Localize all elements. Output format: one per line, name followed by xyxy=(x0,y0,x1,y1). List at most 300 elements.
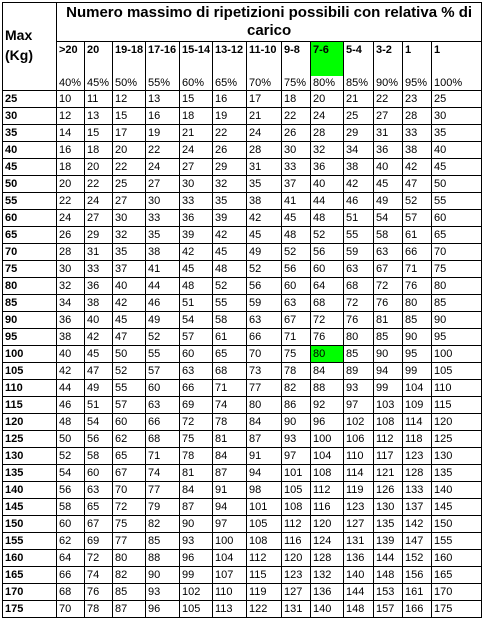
load-value-cell: 90 xyxy=(282,414,311,431)
max-weight-cell: 165 xyxy=(3,567,57,584)
load-value-cell: 81 xyxy=(374,312,403,329)
load-value-cell: 29 xyxy=(213,159,247,176)
load-value-cell: 50 xyxy=(57,431,85,448)
load-value-cell: 131 xyxy=(344,533,374,550)
load-value-cell: 15 xyxy=(180,91,213,108)
load-value-cell: 69 xyxy=(85,533,113,550)
load-value-cell: 21 xyxy=(247,108,282,125)
load-value-cell: 33 xyxy=(403,125,432,142)
load-value-cell: 80 xyxy=(344,329,374,346)
load-value-cell: 65 xyxy=(113,448,146,465)
load-value-cell: 80 xyxy=(432,278,482,295)
percent-header-cell: 50% xyxy=(113,76,146,91)
max-weight-cell: 45 xyxy=(3,159,57,176)
load-value-cell: 45 xyxy=(180,261,213,278)
load-value-cell: 40 xyxy=(57,346,85,363)
load-value-cell: 166 xyxy=(403,601,432,618)
load-value-cell: 59 xyxy=(344,244,374,261)
load-value-cell: 42 xyxy=(403,159,432,176)
load-value-cell: 99 xyxy=(403,363,432,380)
percent-header-cell: 45% xyxy=(85,76,113,91)
load-value-cell: 105 xyxy=(247,516,282,533)
load-value-cell: 32 xyxy=(57,278,85,295)
load-value-cell: 69 xyxy=(180,397,213,414)
load-value-cell: 88 xyxy=(311,380,344,397)
load-value-cell: 85 xyxy=(374,329,403,346)
table-row xyxy=(3,601,482,618)
load-value-cell: 45 xyxy=(432,159,482,176)
max-weight-cell: 50 xyxy=(3,176,57,193)
load-value-cell: 136 xyxy=(311,584,344,601)
load-value-cell: 15 xyxy=(85,125,113,142)
max-weight-cell: 35 xyxy=(3,125,57,142)
load-value-cell: 85 xyxy=(344,346,374,363)
load-value-cell: 40 xyxy=(432,142,482,159)
load-value-cell: 110 xyxy=(213,584,247,601)
load-value-cell: 79 xyxy=(146,499,180,516)
load-value-cell: 101 xyxy=(247,499,282,516)
table-row xyxy=(3,261,482,278)
load-value-cell: 85 xyxy=(146,533,180,550)
max-weight-cell: 140 xyxy=(3,482,57,499)
load-value-cell: 26 xyxy=(213,142,247,159)
load-value-cell: 54 xyxy=(85,414,113,431)
load-value-cell: 62 xyxy=(57,533,85,550)
load-value-cell: 11 xyxy=(85,91,113,108)
load-value-cell: 115 xyxy=(247,567,282,584)
load-value-cell: 17 xyxy=(247,91,282,108)
load-value-cell: 147 xyxy=(403,533,432,550)
load-value-cell: 98 xyxy=(247,482,282,499)
max-weight-cell: 90 xyxy=(3,312,57,329)
load-value-cell: 117 xyxy=(374,448,403,465)
table-row xyxy=(3,227,482,244)
max-weight-cell: 30 xyxy=(3,108,57,125)
load-value-cell: 104 xyxy=(403,380,432,397)
load-value-cell: 80 xyxy=(113,550,146,567)
load-value-cell: 144 xyxy=(344,584,374,601)
load-value-cell: 116 xyxy=(282,533,311,550)
load-value-cell: 120 xyxy=(432,414,482,431)
load-value-cell: 82 xyxy=(146,516,180,533)
load-value-cell: 26 xyxy=(282,125,311,142)
load-value-cell: 108 xyxy=(374,414,403,431)
load-value-cell: 31 xyxy=(247,159,282,176)
load-value-cell: 52 xyxy=(213,278,247,295)
load-value-cell: 81 xyxy=(213,431,247,448)
load-value-cell: 110 xyxy=(432,380,482,397)
load-value-cell: 82 xyxy=(282,380,311,397)
load-value-cell: 61 xyxy=(213,329,247,346)
table-row xyxy=(3,482,482,499)
percent-header-cell: 70% xyxy=(247,76,282,91)
load-value-cell: 115 xyxy=(432,397,482,414)
load-value-cell: 22 xyxy=(57,193,85,210)
load-value-cell: 70 xyxy=(113,482,146,499)
load-value-cell: 107 xyxy=(213,567,247,584)
load-value-cell: 64 xyxy=(57,550,85,567)
load-value-cell: 84 xyxy=(247,414,282,431)
load-value-cell: 32 xyxy=(213,176,247,193)
load-value-cell: 22 xyxy=(282,108,311,125)
load-value-cell: 100 xyxy=(213,533,247,550)
max-weight-cell: 150 xyxy=(3,516,57,533)
load-value-cell: 86 xyxy=(282,397,311,414)
load-value-cell: 131 xyxy=(282,601,311,618)
load-value-cell: 157 xyxy=(374,601,403,618)
load-value-cell: 47 xyxy=(113,329,146,346)
load-value-cell: 100 xyxy=(311,431,344,448)
load-value-cell: 18 xyxy=(180,108,213,125)
load-value-cell: 51 xyxy=(344,210,374,227)
load-value-cell: 99 xyxy=(374,380,403,397)
load-value-cell: 76 xyxy=(85,584,113,601)
load-value-cell: 48 xyxy=(311,210,344,227)
load-value-cell: 38 xyxy=(85,295,113,312)
load-value-cell: 144 xyxy=(374,550,403,567)
load-value-cell: 94 xyxy=(247,465,282,482)
load-value-cell: 56 xyxy=(311,244,344,261)
load-value-cell: 150 xyxy=(432,516,482,533)
load-value-cell: 33 xyxy=(146,210,180,227)
load-value-cell: 24 xyxy=(85,193,113,210)
load-value-cell: 52 xyxy=(113,363,146,380)
load-value-cell: 97 xyxy=(344,397,374,414)
load-value-cell: 30 xyxy=(282,142,311,159)
load-value-cell: 128 xyxy=(403,465,432,482)
load-value-cell: 55 xyxy=(146,346,180,363)
load-value-cell: 34 xyxy=(57,295,85,312)
load-value-cell: 72 xyxy=(180,414,213,431)
load-value-cell: 27 xyxy=(146,176,180,193)
table-title: Numero massimo di ripetizioni possibili con relativa % di carico xyxy=(57,3,482,42)
load-value-cell: 81 xyxy=(180,465,213,482)
load-value-cell: 35 xyxy=(113,244,146,261)
table-row xyxy=(3,142,482,159)
load-value-cell: 56 xyxy=(85,431,113,448)
load-value-cell: 47 xyxy=(403,176,432,193)
load-value-cell: 87 xyxy=(113,601,146,618)
max-weight-cell: 130 xyxy=(3,448,57,465)
load-value-cell: 50 xyxy=(113,346,146,363)
load-value-cell: 27 xyxy=(374,108,403,125)
load-value-cell: 88 xyxy=(146,550,180,567)
table-row xyxy=(3,91,482,108)
load-value-cell: 29 xyxy=(344,125,374,142)
load-value-cell: 49 xyxy=(247,244,282,261)
load-value-cell: 67 xyxy=(374,261,403,278)
load-value-cell: 52 xyxy=(282,244,311,261)
load-value-cell: 30 xyxy=(180,176,213,193)
load-value-cell: 30 xyxy=(146,193,180,210)
load-value-cell: 76 xyxy=(374,295,403,312)
load-value-cell: 46 xyxy=(57,397,85,414)
load-value-cell: 84 xyxy=(311,363,344,380)
load-value-cell: 112 xyxy=(374,431,403,448)
load-value-cell: 48 xyxy=(213,261,247,278)
load-value-cell: 10 xyxy=(57,91,85,108)
load-value-cell: 68 xyxy=(213,363,247,380)
load-value-cell: 48 xyxy=(180,278,213,295)
percent-header-cell: 90% xyxy=(374,76,403,91)
load-value-cell: 94 xyxy=(374,363,403,380)
load-value-cell: 74 xyxy=(146,465,180,482)
load-value-cell: 58 xyxy=(57,499,85,516)
load-value-cell: 63 xyxy=(344,261,374,278)
load-value-cell: 135 xyxy=(432,465,482,482)
load-value-cell: 68 xyxy=(146,431,180,448)
load-value-cell: 20 xyxy=(57,176,85,193)
load-value-cell: 60 xyxy=(146,380,180,397)
max-weight-cell: 70 xyxy=(3,244,57,261)
load-value-cell: 39 xyxy=(180,227,213,244)
load-value-cell: 22 xyxy=(113,159,146,176)
load-value-cell: 63 xyxy=(374,244,403,261)
load-value-cell: 45 xyxy=(374,176,403,193)
load-value-cell: 36 xyxy=(85,278,113,295)
load-value-cell: 71 xyxy=(146,448,180,465)
load-value-cell: 84 xyxy=(180,482,213,499)
load-value-cell: 50 xyxy=(432,176,482,193)
load-value-cell: 52 xyxy=(146,329,180,346)
load-value-cell: 77 xyxy=(247,380,282,397)
load-value-cell: 80 xyxy=(247,397,282,414)
table-row xyxy=(3,193,482,210)
load-value-cell: 60 xyxy=(432,210,482,227)
load-value-cell: 56 xyxy=(247,278,282,295)
load-value-cell: 133 xyxy=(403,482,432,499)
table-row xyxy=(3,584,482,601)
load-value-cell: 25 xyxy=(113,176,146,193)
load-value-cell: 175 xyxy=(432,601,482,618)
percent-header-cell: 60% xyxy=(180,76,213,91)
reps-header-cell: 13-12 xyxy=(213,42,247,77)
load-value-cell: 62 xyxy=(113,431,146,448)
load-value-cell: 128 xyxy=(311,550,344,567)
load-value-cell: 90 xyxy=(146,567,180,584)
load-value-cell: 75 xyxy=(282,346,311,363)
load-value-cell: 16 xyxy=(57,142,85,159)
load-value-cell: 75 xyxy=(180,431,213,448)
load-value-cell: 122 xyxy=(247,601,282,618)
load-value-cell: 123 xyxy=(282,567,311,584)
load-value-cell: 36 xyxy=(180,210,213,227)
load-value-cell: 74 xyxy=(85,567,113,584)
table-row xyxy=(3,346,482,363)
load-value-cell: 87 xyxy=(213,465,247,482)
load-value-cell: 20 xyxy=(85,159,113,176)
max-weight-cell: 160 xyxy=(3,550,57,567)
load-value-cell: 49 xyxy=(374,193,403,210)
load-value-cell: 57 xyxy=(113,397,146,414)
load-value-cell: 26 xyxy=(57,227,85,244)
table-row xyxy=(3,550,482,567)
load-value-cell: 135 xyxy=(374,516,403,533)
load-value-cell: 91 xyxy=(213,482,247,499)
load-value-cell: 75 xyxy=(113,516,146,533)
load-value-cell: 72 xyxy=(113,499,146,516)
load-value-cell: 76 xyxy=(403,278,432,295)
load-value-cell: 90 xyxy=(180,516,213,533)
load-value-cell: 60 xyxy=(311,261,344,278)
table-row xyxy=(3,125,482,142)
reps-header-cell: 19-18 xyxy=(113,42,146,77)
load-value-cell: 55 xyxy=(344,227,374,244)
load-value-cell: 25 xyxy=(432,91,482,108)
table-row xyxy=(3,567,482,584)
load-value-cell: 103 xyxy=(374,397,403,414)
load-value-cell: 127 xyxy=(344,516,374,533)
load-value-cell: 44 xyxy=(311,193,344,210)
load-value-cell: 156 xyxy=(403,567,432,584)
load-value-cell: 95 xyxy=(403,346,432,363)
load-value-cell: 41 xyxy=(282,193,311,210)
load-value-cell: 27 xyxy=(180,159,213,176)
load-value-cell: 56 xyxy=(57,482,85,499)
load-value-cell: 66 xyxy=(180,380,213,397)
load-value-cell: 77 xyxy=(113,533,146,550)
load-value-cell: 58 xyxy=(374,227,403,244)
load-value-cell: 92 xyxy=(311,397,344,414)
load-value-cell: 67 xyxy=(113,465,146,482)
load-value-cell: 49 xyxy=(85,380,113,397)
load-value-cell: 104 xyxy=(311,448,344,465)
load-value-cell: 58 xyxy=(85,448,113,465)
max-weight-cell: 80 xyxy=(3,278,57,295)
load-value-cell: 15 xyxy=(113,108,146,125)
load-value-cell: 16 xyxy=(146,108,180,125)
load-value-cell: 60 xyxy=(180,346,213,363)
load-value-cell: 101 xyxy=(282,465,311,482)
load-value-cell: 93 xyxy=(344,380,374,397)
load-value-cell: 28 xyxy=(57,244,85,261)
load-value-cell: 64 xyxy=(311,278,344,295)
load-value-cell: 40 xyxy=(113,278,146,295)
load-value-cell: 70 xyxy=(57,601,85,618)
load-value-cell: 126 xyxy=(374,482,403,499)
load-value-cell: 30 xyxy=(113,210,146,227)
load-value-cell: 31 xyxy=(374,125,403,142)
reps-header-cell: 1 xyxy=(432,42,482,77)
load-value-cell: 38 xyxy=(247,193,282,210)
load-value-cell: 38 xyxy=(146,244,180,261)
load-value-cell: 29 xyxy=(85,227,113,244)
table-row xyxy=(3,431,482,448)
load-value-cell: 63 xyxy=(146,397,180,414)
load-value-cell: 36 xyxy=(57,312,85,329)
load-value-cell: 71 xyxy=(213,380,247,397)
load-value-cell: 66 xyxy=(57,567,85,584)
load-value-cell: 78 xyxy=(85,601,113,618)
load-value-cell: 34 xyxy=(344,142,374,159)
percent-header-cell: 80% xyxy=(311,76,344,91)
load-value-cell: 14 xyxy=(57,125,85,142)
load-value-cell: 118 xyxy=(403,431,432,448)
load-value-cell: 108 xyxy=(311,465,344,482)
load-value-cell: 140 xyxy=(311,601,344,618)
table-row xyxy=(3,533,482,550)
max-weight-cell: 25 xyxy=(3,91,57,108)
load-value-cell: 21 xyxy=(180,125,213,142)
load-value-cell: 19 xyxy=(146,125,180,142)
load-value-cell: 67 xyxy=(85,516,113,533)
load-value-cell: 54 xyxy=(57,465,85,482)
table-row xyxy=(3,108,482,125)
load-value-cell: 22 xyxy=(213,125,247,142)
max-weight-cell: 95 xyxy=(3,329,57,346)
repetitions-header-row xyxy=(3,42,482,77)
load-value-cell: 27 xyxy=(85,210,113,227)
load-value-cell: 55 xyxy=(113,380,146,397)
load-value-cell: 160 xyxy=(432,550,482,567)
load-value-cell: 113 xyxy=(213,601,247,618)
load-value-cell: 42 xyxy=(57,363,85,380)
reps-header-cell: >20 xyxy=(57,42,85,77)
load-value-cell: 77 xyxy=(146,482,180,499)
max-weight-cell: 135 xyxy=(3,465,57,482)
load-value-cell: 155 xyxy=(432,533,482,550)
load-value-cell: 33 xyxy=(85,261,113,278)
load-value-cell: 21 xyxy=(344,91,374,108)
load-value-cell: 93 xyxy=(180,533,213,550)
max-weight-cell: 155 xyxy=(3,533,57,550)
load-value-cell: 45 xyxy=(113,312,146,329)
load-value-cell: 54 xyxy=(180,312,213,329)
table-row xyxy=(3,448,482,465)
load-value-cell: 139 xyxy=(374,533,403,550)
load-value-cell: 27 xyxy=(113,193,146,210)
title-row xyxy=(3,3,482,42)
load-value-cell: 55 xyxy=(432,193,482,210)
load-value-cell: 44 xyxy=(146,278,180,295)
load-value-cell: 109 xyxy=(403,397,432,414)
load-value-cell: 85 xyxy=(432,295,482,312)
load-value-cell: 60 xyxy=(113,414,146,431)
reps-header-cell: 20 xyxy=(85,42,113,77)
load-value-cell: 42 xyxy=(247,210,282,227)
table-row xyxy=(3,499,482,516)
load-value-cell: 46 xyxy=(146,295,180,312)
load-value-cell: 22 xyxy=(85,176,113,193)
load-value-cell: 22 xyxy=(146,142,180,159)
load-value-cell: 35 xyxy=(432,125,482,142)
load-value-cell: 33 xyxy=(282,159,311,176)
load-value-cell: 24 xyxy=(180,142,213,159)
load-value-cell: 87 xyxy=(180,499,213,516)
load-value-cell: 57 xyxy=(403,210,432,227)
load-value-cell: 48 xyxy=(57,414,85,431)
max-weight-cell: 115 xyxy=(3,397,57,414)
table-row xyxy=(3,278,482,295)
load-value-cell: 65 xyxy=(432,227,482,244)
reps-header-cell: 9-8 xyxy=(282,42,311,77)
load-value-cell: 89 xyxy=(344,363,374,380)
load-value-cell: 60 xyxy=(57,516,85,533)
load-value-cell: 63 xyxy=(85,482,113,499)
load-value-cell: 76 xyxy=(344,312,374,329)
load-value-cell: 125 xyxy=(432,431,482,448)
load-value-cell: 112 xyxy=(311,482,344,499)
percentage-header-row xyxy=(3,76,482,91)
load-value-cell: 63 xyxy=(282,295,311,312)
load-value-cell: 54 xyxy=(374,210,403,227)
load-value-cell: 106 xyxy=(344,431,374,448)
load-value-cell: 24 xyxy=(311,108,344,125)
load-value-cell: 73 xyxy=(247,363,282,380)
load-value-cell: 48 xyxy=(282,227,311,244)
max-weight-cell: 40 xyxy=(3,142,57,159)
load-value-cell: 108 xyxy=(247,533,282,550)
